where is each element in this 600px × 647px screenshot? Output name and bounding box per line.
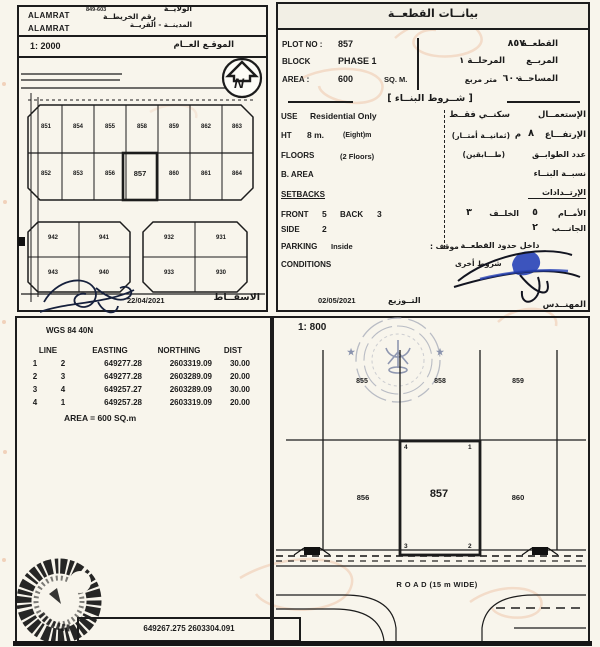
survey-area-total: AREA = 600 SQ.m — [64, 413, 137, 423]
ht-value: 8 m. — [307, 130, 325, 140]
plot-no-label: PLOT NO : — [282, 40, 323, 49]
area-value: 600 — [338, 74, 354, 84]
back-label: BACK — [340, 210, 364, 219]
seal-star-icon: ★ — [347, 347, 356, 357]
plot-label-857-highlight: 857 — [133, 169, 147, 178]
plot-label: 943 — [47, 270, 58, 276]
corner-marker: 4 — [404, 444, 408, 451]
detail-map-scale: 1: 800 — [298, 322, 327, 333]
setbacks-label: SETBACKS — [281, 190, 326, 199]
survey-row: 4 1 649257.28 2603319.09 20.00 — [32, 398, 250, 407]
town-label: المدينــة - القريــة — [129, 21, 192, 29]
projection-date: 22/04/2021 — [127, 296, 165, 305]
plot-label: 933 — [163, 270, 174, 276]
ht-label-ar: الإرتفـــاع — [544, 130, 586, 140]
col-easting: EASTING — [92, 346, 128, 355]
town-value: ALAMRAT — [28, 24, 70, 33]
plot-label: 858 — [136, 124, 147, 130]
area-unit: SQ. M. — [384, 75, 408, 84]
front-label: FRONT — [281, 210, 309, 219]
plot-no-value-ar: ٨٥٧ — [507, 38, 525, 49]
projection-label: الاسقــاط — [213, 292, 260, 303]
parking-value-ar: داخل حدود القطعــة — [460, 241, 540, 250]
road-label: R O A D (15 m WIDE) — [396, 580, 478, 589]
col-northing: NORTHING — [157, 346, 201, 355]
ht-label: HT — [281, 131, 292, 140]
plot-label: 941 — [98, 235, 109, 241]
detail-plot-857-highlight: 857 — [429, 488, 449, 500]
header-divider — [17, 35, 268, 37]
plot-label: 864 — [231, 171, 242, 177]
floors-label: FLOORS — [281, 151, 315, 160]
plot-label: 852 — [40, 171, 51, 177]
use-label-ar: الإستعمــال — [538, 110, 586, 120]
plot-label: 931 — [215, 235, 226, 241]
parking-label-ar: موقف : — [430, 242, 459, 251]
parking-label: PARKING — [281, 242, 318, 251]
back-value: 3 — [377, 209, 382, 219]
back-value-ar: ٣ — [466, 207, 472, 218]
map-number-label: رقم الخريطــة — [103, 12, 156, 21]
site-plan-label: الموقـع العــام — [173, 40, 234, 50]
centroid-coordinates: 649267.275 2603304.091 — [143, 624, 235, 633]
wilaya-label: الولايــة — [163, 4, 192, 13]
page-bottom-edge — [13, 641, 592, 646]
corner-marker: 3 — [404, 543, 408, 550]
floors-note-ar: (طـــابقين) — [462, 150, 505, 159]
ht-unit-ar: م — [514, 130, 522, 140]
area-label-ar: المساحــة — [517, 74, 558, 84]
plot-no-value: 857 — [338, 39, 354, 49]
setbacks-label-ar: الإرتــدادات — [528, 188, 586, 199]
engineer-signature — [450, 235, 585, 307]
side-value: 2 — [322, 224, 327, 234]
floors-note: (2 Floors) — [340, 152, 375, 161]
survey-header-row — [20, 344, 252, 357]
side-label-ar: الجانـــب — [551, 224, 586, 233]
parking-value: Inside — [331, 242, 353, 251]
plot-label: 853 — [72, 171, 83, 177]
engineer-label: المهنــدس — [542, 300, 586, 310]
conditions-label-ar: شروط أخرى — [455, 259, 502, 268]
corner-marker: 1 — [468, 444, 472, 451]
block-label: BLOCK — [282, 57, 311, 66]
map-number: 849-603 — [86, 7, 107, 13]
detail-plot-856: 856 — [356, 493, 370, 502]
area-value-ar: ٦٠٠ — [502, 73, 520, 84]
plot-label: 932 — [163, 235, 174, 241]
survey-row: 2 3 649277.28 2603289.09 20.00 — [32, 372, 250, 381]
survey-row: 1 2 649277.28 2603319.09 30.00 — [32, 359, 250, 368]
wilaya-value: ALAMRAT — [28, 11, 70, 20]
block-value: PHASE 1 — [338, 56, 377, 66]
barea-label-ar: نسبــة البنــاء — [533, 169, 586, 178]
ht-note-ar: (ثمانيــة أمتــار) — [451, 131, 510, 140]
floors-label-ar: عدد الطوابــق — [532, 150, 586, 159]
area-label: AREA : — [282, 75, 310, 84]
front-value: 5 — [322, 209, 327, 219]
datum-label: WGS 84 40N — [46, 326, 94, 335]
panel-title: بيانــات القطعــة — [387, 7, 479, 20]
front-value-ar: ٥ — [532, 207, 538, 218]
plot-label: 861 — [200, 171, 211, 177]
detail-plot-860: 860 — [511, 493, 525, 502]
block-value-ar: المرحلــة ١ — [459, 56, 505, 66]
plot-label: 859 — [168, 124, 179, 130]
use-label: USE — [281, 112, 298, 121]
building-terms-title: [ شــروط البنــاء ] — [387, 93, 473, 104]
area-unit-ar: متر مربع — [464, 75, 497, 84]
plot-label: 942 — [47, 235, 58, 241]
detail-map — [274, 318, 588, 641]
col-line: LINE — [38, 346, 58, 355]
block-label-ar: المربــع — [526, 56, 558, 66]
plot-label: 930 — [215, 270, 226, 276]
plot-label: 860 — [168, 171, 179, 177]
side-label: SIDE — [281, 225, 300, 234]
plot-label: 851 — [40, 124, 51, 130]
surveyor-signature — [38, 272, 138, 318]
conditions-label: CONDITIONS — [281, 260, 332, 269]
detail-plot-858: 858 — [434, 378, 446, 385]
barea-label: B. AREA — [281, 170, 314, 179]
col-dist: DIST — [223, 346, 243, 355]
distribution-label: التــوزيع — [388, 296, 421, 305]
plot-no-label-ar: القطعــة — [521, 39, 558, 49]
terms-rule-left — [288, 101, 353, 103]
plot-label: 856 — [104, 171, 115, 177]
detail-plot-855: 855 — [356, 378, 368, 385]
distribution-date: 02/05/2021 — [318, 296, 356, 305]
survey-row: 3 4 649257.27 2603289.09 30.00 — [32, 385, 250, 394]
plot-label: 854 — [72, 124, 83, 130]
general-plan-scale: 1: 2000 — [30, 41, 61, 51]
north-letter: N — [234, 75, 245, 91]
ht-note: (Eight)m — [343, 132, 372, 139]
ht-value-ar: ٨ — [527, 128, 535, 139]
use-value: Residential Only — [310, 111, 377, 121]
plot-label: 940 — [98, 270, 109, 276]
plot-label: 863 — [231, 124, 242, 130]
use-value-ar: سكنــي فقــط — [449, 110, 510, 120]
corner-marker: 2 — [468, 543, 472, 550]
back-label-ar: الخلــف — [489, 209, 519, 218]
plot-info-divider — [417, 38, 419, 90]
detail-plot-859: 859 — [512, 378, 524, 385]
side-value-ar: ٢ — [532, 222, 538, 233]
survey-table — [20, 344, 252, 409]
terms-rule-right — [507, 101, 580, 103]
plot-label: 862 — [200, 124, 211, 130]
seal-star-icon: ★ — [436, 347, 445, 357]
plot-label: 855 — [104, 124, 115, 130]
front-label-ar: الأمــام — [558, 209, 586, 218]
